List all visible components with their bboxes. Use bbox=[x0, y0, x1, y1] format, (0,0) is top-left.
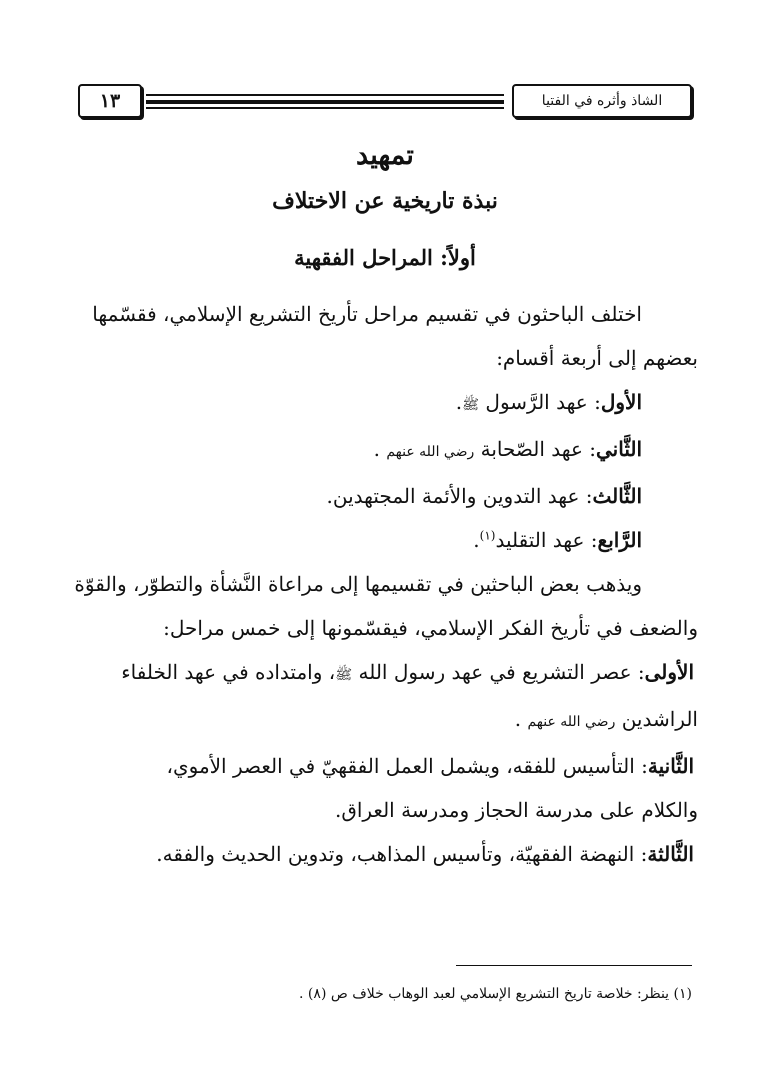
book-title: الشاذ وأثره في الفتيا bbox=[512, 84, 692, 118]
footnote-ref[interactable]: (١) bbox=[479, 528, 496, 543]
item-text: الراشدين bbox=[621, 707, 698, 731]
paragraph-line: الراشدين رضي الله عنهم . bbox=[514, 707, 698, 731]
item-lead: الأول bbox=[600, 390, 642, 414]
footnote-divider bbox=[456, 965, 692, 966]
list-item: الثَّاني: عهد الصّحابة رضي الله عنهم . bbox=[373, 437, 642, 461]
list-item bbox=[72, 744, 698, 788]
chapter-title: تمهيد bbox=[356, 140, 414, 171]
item-text: : النهضة الفقهيّة، وتأسيس المذاهب، وتدوين الحديث والفقه. bbox=[156, 842, 648, 866]
item-lead: الأولى bbox=[644, 660, 694, 684]
item-lead: الثَّانية bbox=[647, 754, 694, 778]
item-text: ، وامتداده في عهد الخلفاء bbox=[121, 660, 336, 684]
item-text: : عصر التشريع في عهد رسول الله bbox=[358, 660, 645, 684]
item-text: : عهد التقليد bbox=[495, 528, 598, 552]
item-text: : التأسيس للفقه، ويشمل العمل الفقهيّ في العصر الأموي، bbox=[166, 754, 648, 778]
chapter-subtitle: نبذة تاريخية عن الاختلاف bbox=[272, 188, 498, 214]
item-lead: الرَّابع bbox=[597, 528, 642, 552]
list-item: الرَّابع: عهد التقليد$^{(١)}$. bbox=[473, 528, 642, 552]
item-lead: الثَّالث bbox=[592, 484, 642, 508]
list-item bbox=[72, 474, 698, 518]
honorific: ﷺ bbox=[462, 397, 480, 413]
paragraph-line: بعضهم إلى أربعة أقسام: bbox=[496, 346, 698, 370]
item-text: : عهد الصّحابة bbox=[480, 437, 596, 461]
header-rule-thick bbox=[146, 100, 504, 104]
honorific: ﷺ bbox=[335, 667, 353, 683]
section-title: أولاً: المراحل الفقهية bbox=[294, 245, 476, 270]
honorific: رضي الله عنهم bbox=[527, 714, 616, 730]
item-text: : عهد التدوين والأئمة المجتهدين. bbox=[326, 484, 593, 508]
paragraph-line: اختلف الباحثون في تقسيم مراحل تأريخ التشريع الإسلامي، فقسّمها bbox=[92, 302, 642, 326]
honorific: رضي الله عنهم bbox=[386, 444, 475, 460]
running-header bbox=[78, 84, 692, 118]
body-text bbox=[72, 292, 698, 876]
header-rule bbox=[146, 94, 504, 96]
paragraph-line: ويذهب بعض الباحثين في تقسيمها إلى مراعاة النَّشأة والتطوّر، والقوّة bbox=[74, 572, 642, 596]
list-item bbox=[72, 832, 698, 876]
item-text: : عهد الرَّسول bbox=[485, 390, 601, 414]
item-lead: الثَّاني bbox=[595, 437, 642, 461]
page-number: ١٣ bbox=[78, 84, 142, 118]
paragraph-line: والضعف في تأريخ الفكر الإسلامي، فيقسّمونها إلى خمس مراحل: bbox=[163, 616, 698, 640]
list-item: الأول: عهد الرَّسول ﷺ. bbox=[455, 390, 642, 414]
list-item bbox=[72, 650, 698, 697]
item-lead: الثَّالثة bbox=[647, 842, 694, 866]
footnote: (١) ينظر: خلاصة تاريخ التشريع الإسلامي لعبد الوهاب خلاف ص (٨) . bbox=[299, 986, 692, 1002]
header-rule bbox=[146, 107, 504, 109]
paragraph-line: والكلام على مدرسة الحجاز ومدرسة العراق. bbox=[334, 798, 698, 822]
